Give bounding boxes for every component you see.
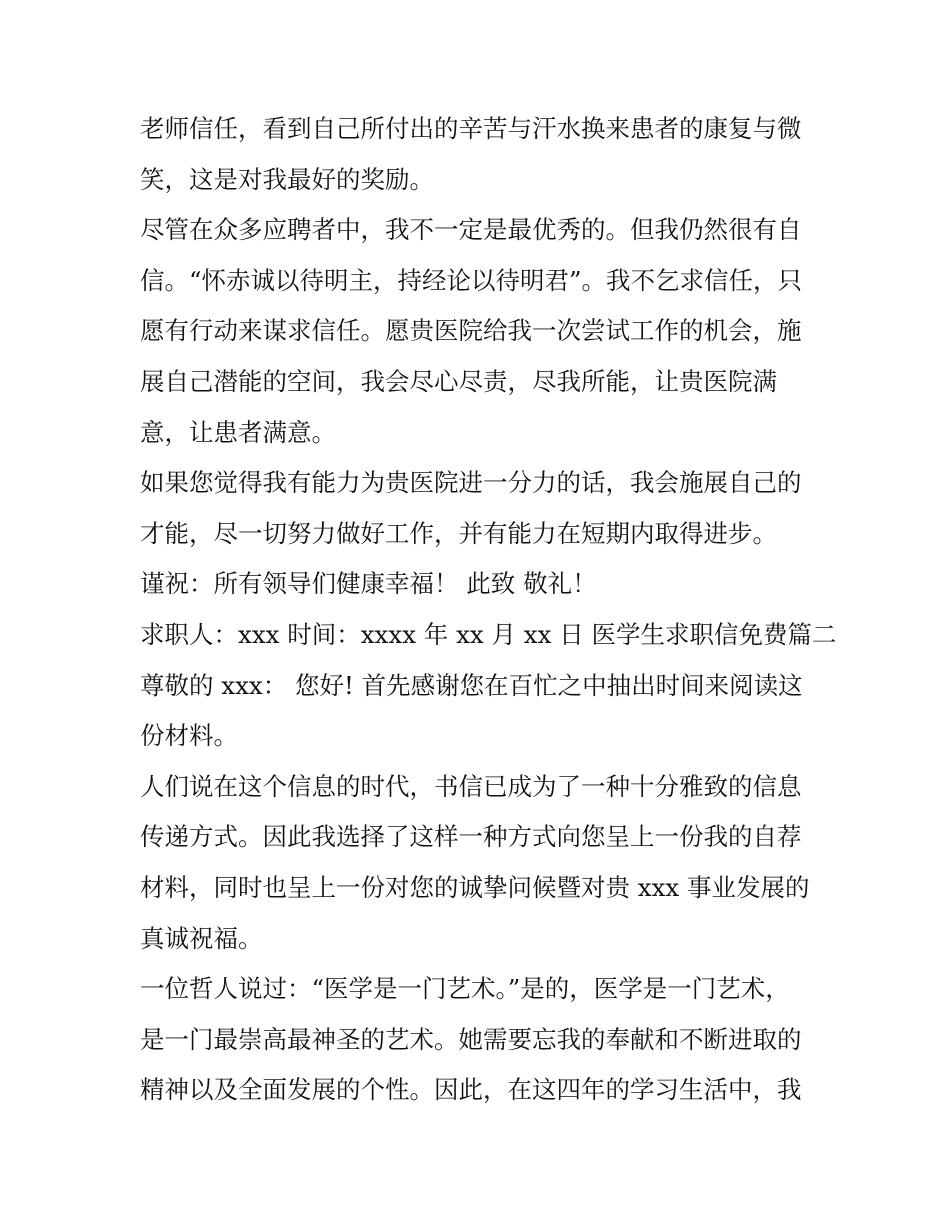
text-line: 份材料。 <box>140 721 238 751</box>
text-line: 意，让患者满意。 <box>140 417 336 447</box>
text-line: 求职人：xxx 时间：xxxx 年 xx 月 xx 日 医学生求职信免费篇二 <box>140 619 837 649</box>
text-line: 一位哲人说过：“医学是一门艺术。”是的，医学是一门艺术， <box>140 974 790 1004</box>
text-line: 谨祝：所有领导们健康幸福！ 此致 敬礼！ <box>140 569 597 599</box>
text-line: 愿有行动来谋求信任。愿贵医院给我一次尝试工作的机会，施 <box>140 316 802 346</box>
text-line: 人们说在这个信息的时代，书信已成为了一种十分雅致的信息 <box>140 771 802 801</box>
text-line: 真诚祝福。 <box>140 923 263 953</box>
text-line: 笑，这是对我最好的奖励。 <box>140 164 434 194</box>
text-line: 信。“怀赤诚以待明主，持经论以待明君”。我不乞求信任，只 <box>140 265 803 295</box>
text-line: 展自己潜能的空间，我会尽心尽责，尽我所能，让贵医院满 <box>140 366 777 396</box>
text-line: 是一门最崇高最神圣的艺术。她需要忘我的奉献和不断进取的 <box>140 1024 802 1054</box>
text-line: 材料，同时也呈上一份对您的诚挚问候暨对贵 xxx 事业发展的 <box>140 872 810 902</box>
text-line: 才能，尽一切努力做好工作，并有能力在短期内取得进步。 <box>140 518 777 548</box>
text-line: 尊敬的 xxx： 您好! 首先感谢您在百忙之中抽出时间来阅读这 <box>140 670 803 700</box>
text-line: 传递方式。因此我选择了这样一种方式向您呈上一份我的自荐 <box>140 822 802 852</box>
body-text <box>140 104 837 1116</box>
text-line: 如果您觉得我有能力为贵医院进一分力的话，我会施展自己的 <box>140 468 802 498</box>
text-line: 尽管在众多应聘者中，我不一定是最优秀的。但我仍然很有自 <box>140 215 802 245</box>
text-line: 老师信任，看到自己所付出的辛苦与汗水换来患者的康复与微 <box>140 114 802 143</box>
text-line: 精神以及全面发展的个性。因此，在这四年的学习生活中，我 <box>140 1075 802 1105</box>
